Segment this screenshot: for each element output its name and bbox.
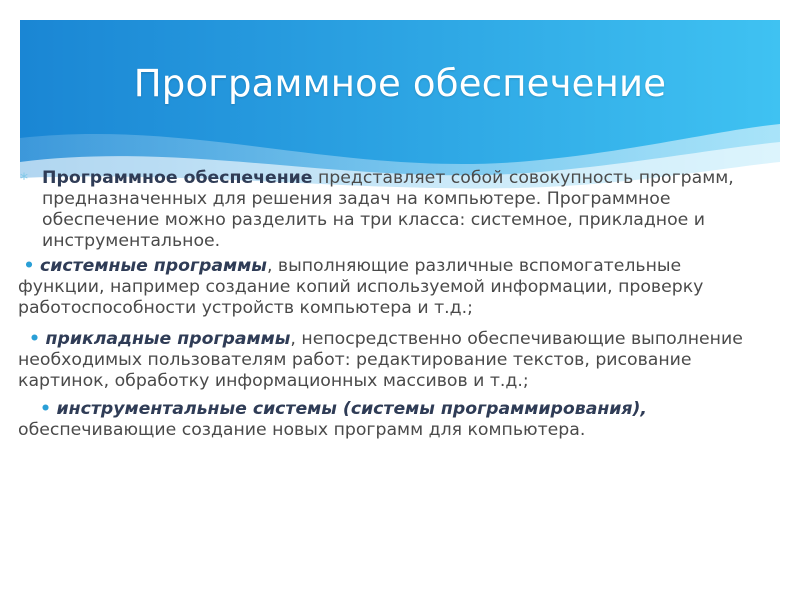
item-text: , выполняющие различные вспомогательные функции, например создание копий используемой информации, проверку работоспособности устройств компьютера и т.д.;: [18, 256, 704, 318]
intro-text: представляет собой совокупность программ, предназначенных для решения задач на компьютере. Программное обеспечение можно разделить на три класса: системное, прикладное и инструментальное.: [42, 168, 734, 251]
star-bullet-icon: *: [20, 169, 28, 188]
list-item: [18, 256, 758, 319]
bullet-dot-icon: •: [29, 329, 41, 349]
intro-term: Программное обеспечение: [42, 168, 313, 188]
bullet-dot-icon: •: [39, 399, 52, 419]
item-text: обеспечивающие создание новых программ для компьютера.: [18, 420, 586, 440]
list-item: [18, 399, 758, 441]
intro-paragraph: [18, 168, 758, 252]
bullet-dot-icon: •: [23, 256, 35, 276]
item-label: прикладные программы: [45, 329, 291, 349]
slide-title: Программное обеспечение: [133, 62, 667, 105]
item-label: системные программы: [40, 256, 267, 276]
list-item: [18, 329, 758, 392]
item-label: инструментальные системы (системы программирования),: [56, 399, 647, 419]
item-text: , непосредственно обеспечивающие выполнение необходимых пользователям работ: редактирование текстов, рисование картинок, обработку информационных массивов и т.д.;: [18, 329, 743, 391]
slide-body: [18, 168, 758, 441]
